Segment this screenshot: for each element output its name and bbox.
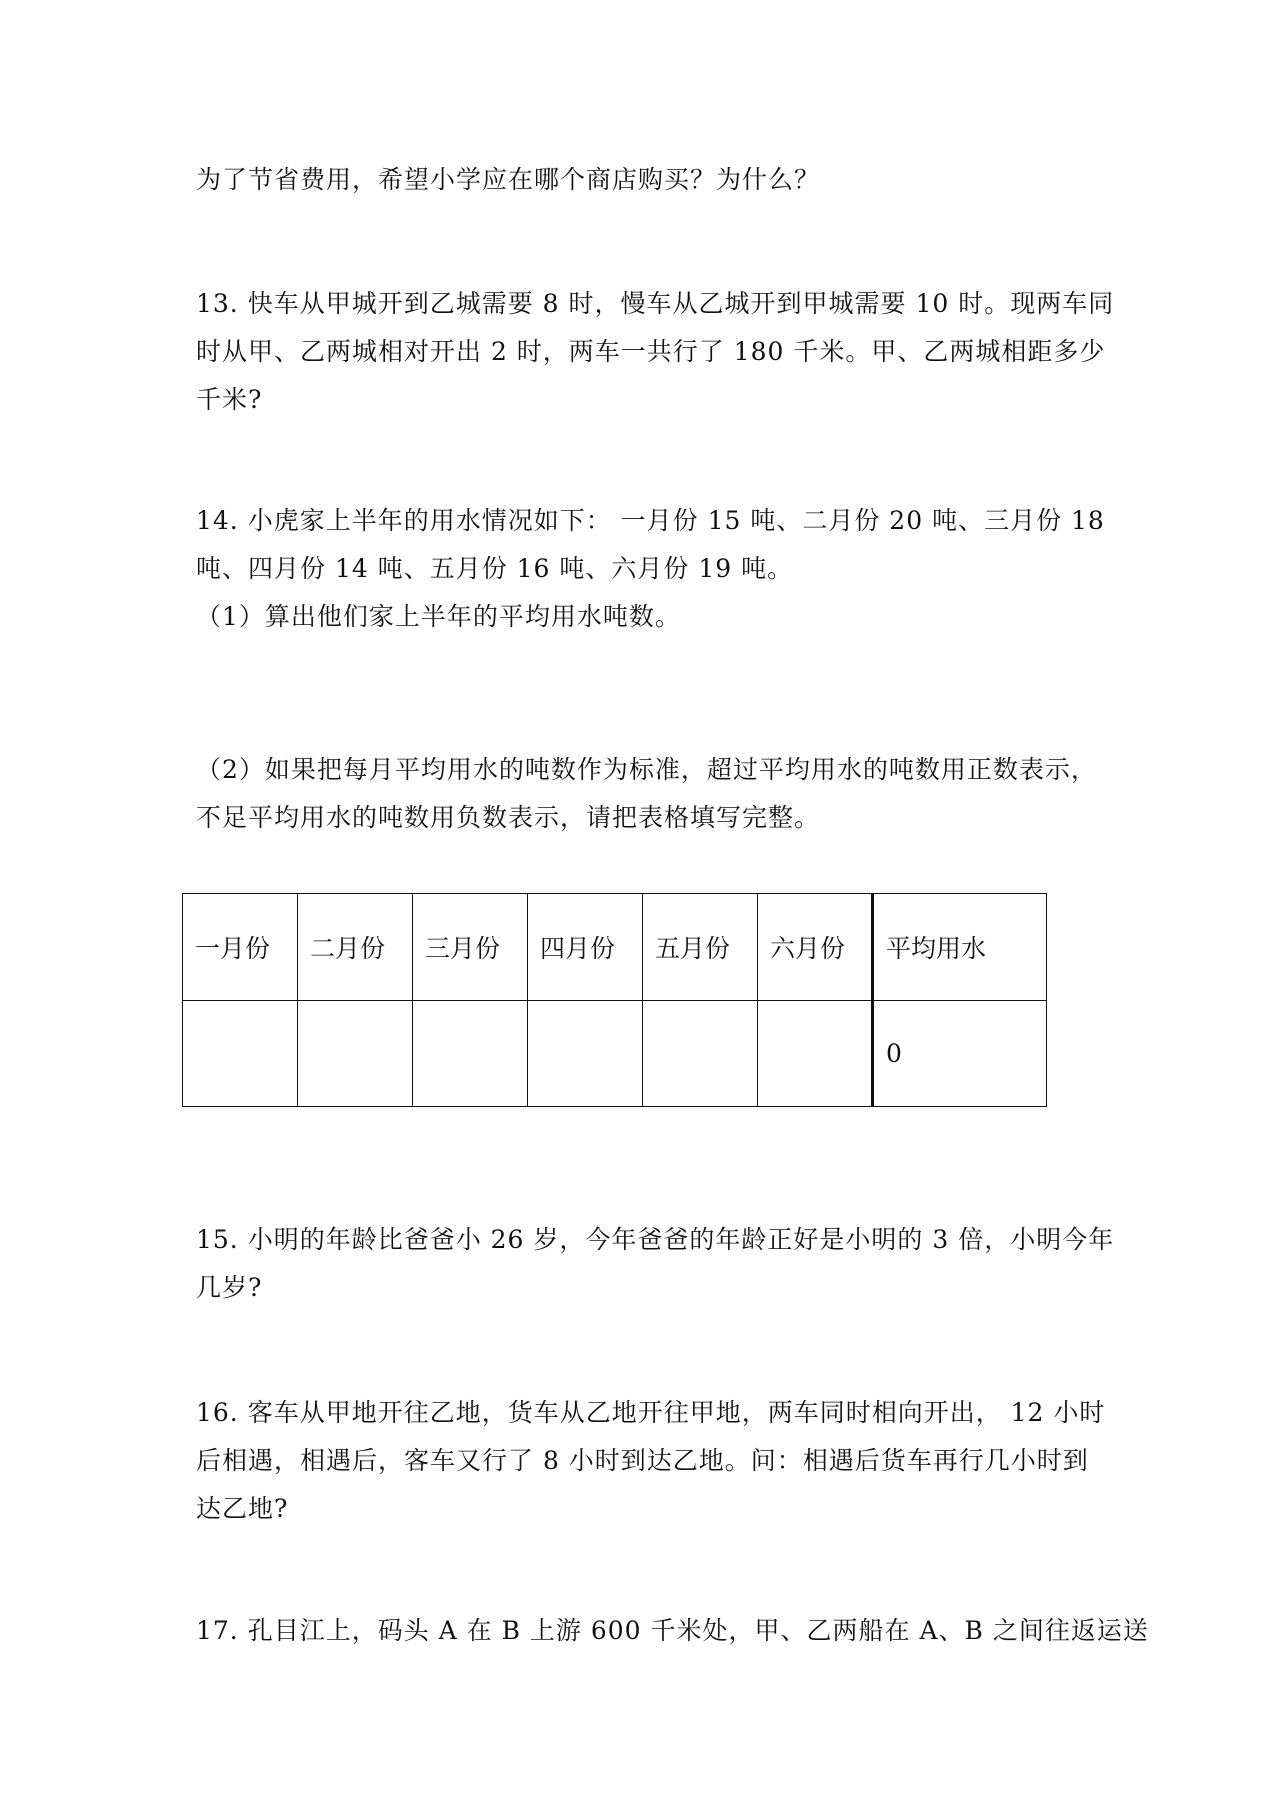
- problem-16-line: 16. 客车从甲地开往乙地，货车从乙地开往甲地，两车同时相向开出， 12 小时: [196, 1398, 1106, 1427]
- table-header-cell: 五月份: [643, 894, 758, 1001]
- problem-17-line: 17. 孔目江上，码头 A 在 B 上游 600 千米处，甲、乙两船在 A、B 之间往返运送: [196, 1616, 1149, 1645]
- problem-16-line: 达乙地?: [196, 1494, 289, 1523]
- problem-13-line: 千米?: [196, 385, 263, 414]
- table-header-cell: 六月份: [758, 894, 873, 1001]
- table-value-cell[interactable]: [413, 1000, 528, 1107]
- table-value-cell[interactable]: [183, 1000, 298, 1107]
- table-header-cell: 一月份: [183, 894, 298, 1001]
- table-value-cell[interactable]: [758, 1000, 873, 1107]
- water-usage-table: [182, 893, 1047, 1107]
- problem-13-line: 时从甲、乙两城相对开出 2 时，两车一共行了 180 千米。甲、乙两城相距多少: [196, 337, 1106, 366]
- problem-14-part1: （1）算出他们家上半年的平均用水吨数。: [196, 602, 681, 631]
- table-header-cell: 二月份: [298, 894, 413, 1001]
- table-header-cell: 三月份: [413, 894, 528, 1001]
- problem-13-line: 13. 快车从甲城开到乙城需要 8 时，慢车从乙城开到甲城需要 10 时。现两车同: [196, 289, 1115, 318]
- table-value-cell: 0: [873, 1000, 1047, 1107]
- table-header-row: [183, 894, 1047, 1001]
- table-header-cell: 四月份: [528, 894, 643, 1001]
- table-header-cell: 平均用水: [873, 894, 1047, 1001]
- table-value-row: [183, 1000, 1047, 1107]
- problem-text-line: 为了节省费用，希望小学应在哪个商店购买？为什么？: [196, 165, 821, 194]
- problem-14-line: 吨、四月份 14 吨、五月份 16 吨、六月份 19 吨。: [196, 554, 794, 583]
- table-value-cell[interactable]: [528, 1000, 643, 1107]
- table-value-cell[interactable]: [298, 1000, 413, 1107]
- problem-14-line: 14. 小虎家上半年的用水情况如下： 一月份 15 吨、二月份 20 吨、三月份 18: [196, 506, 1105, 535]
- problem-16-line: 后相遇，相遇后，客车又行了 8 小时到达乙地。问：相遇后货车再行几小时到: [196, 1446, 1089, 1475]
- problem-15-line: 几岁?: [196, 1273, 263, 1302]
- problem-14-part2: 不足平均用水的吨数用负数表示，请把表格填写完整。: [196, 803, 821, 832]
- table-value-cell[interactable]: [643, 1000, 758, 1107]
- problem-14-part2: （2）如果把每月平均用水的吨数作为标准，超过平均用水的吨数用正数表示，: [196, 755, 1097, 784]
- problem-15-line: 15. 小明的年龄比爸爸小 26 岁，今年爸爸的年龄正好是小明的 3 倍，小明今年: [196, 1225, 1115, 1254]
